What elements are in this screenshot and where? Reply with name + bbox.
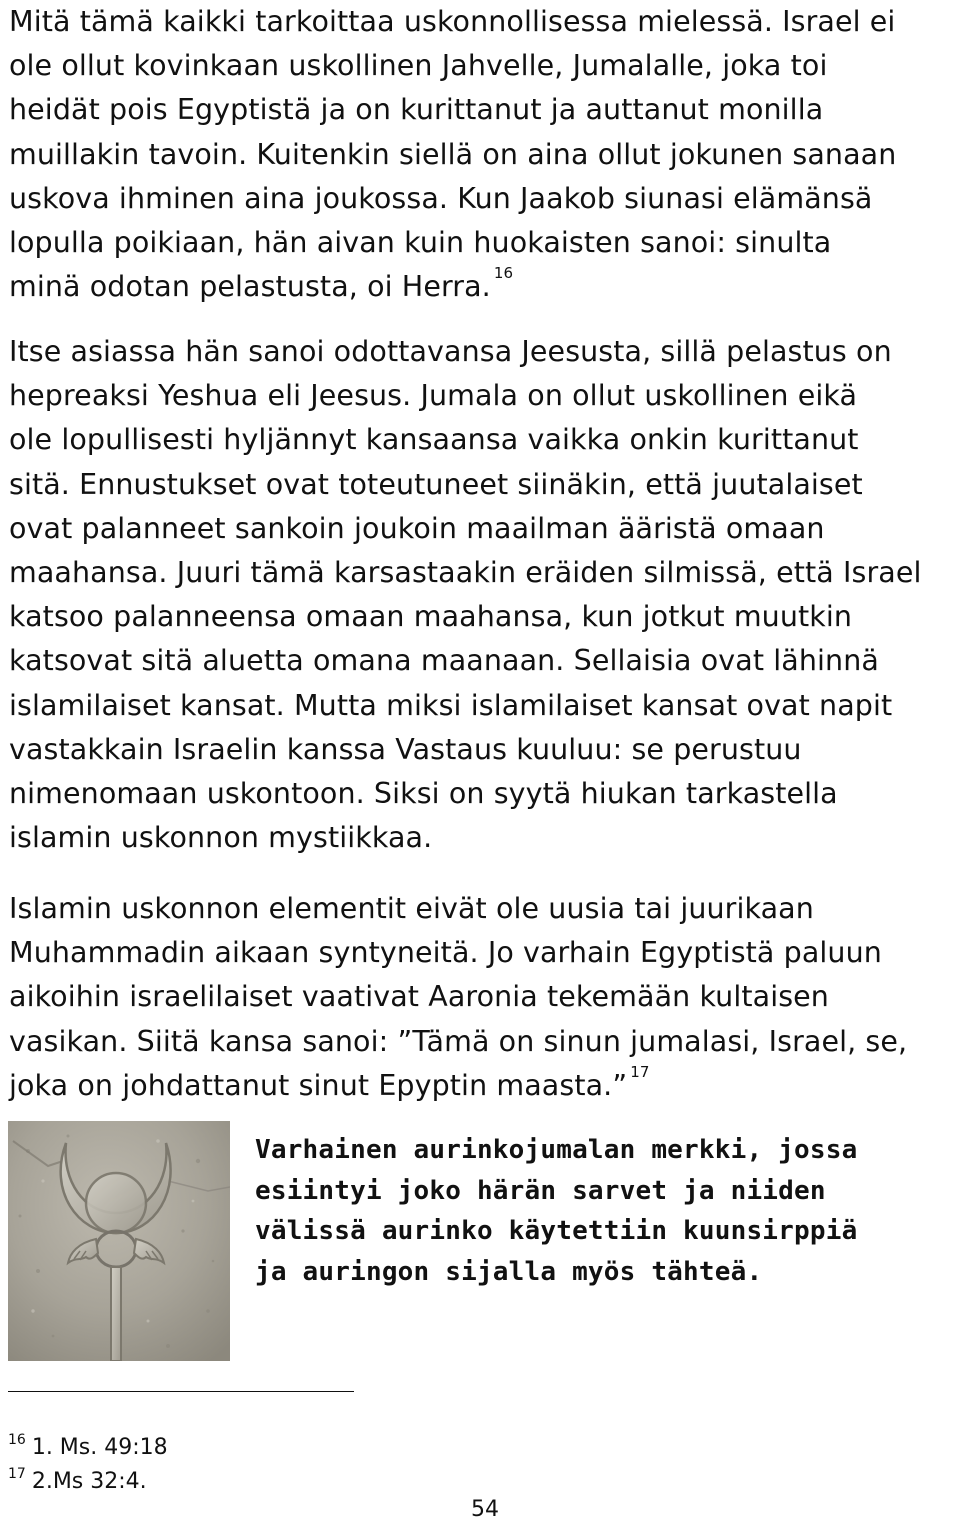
paragraph-3: [9, 887, 954, 1108]
paragraph-line: Mitä tämä kaikki tarkoittaa uskonnollisessa mielessä. Israel ei: [9, 5, 896, 38]
figure-caption: [255, 1130, 955, 1292]
paragraph-line: heidät pois Egyptistä ja on kurittanut ja auttanut monilla: [9, 93, 824, 127]
footnote-17: [8, 1466, 147, 1494]
crescent-sun-symbol-relief-icon: [8, 1121, 230, 1361]
caption-line: ja auringon sijalla myös tähteä.: [255, 1256, 763, 1287]
footnote-reference-17[interactable]: 17: [630, 1062, 650, 1081]
paragraph-line-with-ref: [9, 1064, 954, 1108]
paragraph-line-with-ref: [9, 265, 954, 309]
footnote-reference-16[interactable]: 16: [493, 264, 514, 283]
paragraph-line-text: joka on johdattanut sinut Epyptin maasta.”: [9, 1068, 628, 1102]
footnote-number: 17: [8, 1466, 26, 1482]
paragraph-line: Itse asiassa hän sanoi odottavansa Jeesusta, sillä pelastus on: [9, 335, 892, 368]
paragraph-line: ovat palanneet sankoin joukoin maailman ääristä omaan: [9, 511, 825, 545]
paragraph-line: ole lopullisesti hyljännyt kansaansa vaikka onkin kurittanut: [9, 423, 859, 457]
paragraph-line: ole ollut kovinkaan uskollinen Jahvelle, Jumalalle, joka toi: [9, 49, 828, 83]
footnote-separator: [8, 1391, 354, 1392]
paragraph-line: katsoo palanneensa omaan maahansa, kun jotkut muutkin: [9, 600, 853, 634]
paragraph-line: Islamin uskonnon elementit eivät ole uusia tai juurikaan: [9, 892, 814, 925]
paragraph-line: hepreaksi Yeshua eli Jeesus. Jumala on ollut uskollinen eikä: [9, 379, 858, 413]
paragraph-line: islamilaiset kansat. Mutta miksi islamilaiset kansat ovat napit: [9, 688, 893, 722]
page-number: 54: [471, 1497, 499, 1522]
paragraph-line: aikoihin israelilaiset vaativat Aaronia tekemään kultaisen: [9, 980, 829, 1014]
footnote-text: 2.Ms 32:4.: [31, 1469, 147, 1494]
paragraph-line: vasikan. Siitä kansa sanoi: ”Tämä on sinun jumalasi, Israel, se,: [9, 1024, 908, 1058]
paragraph-line: uskova ihminen aina joukossa. Kun Jaakob siunasi elämänsä: [9, 181, 873, 215]
paragraph-line: vastakkain Israelin kanssa Vastaus kuuluu: se perustuu: [9, 732, 802, 766]
paragraph-1: [9, 0, 954, 309]
paragraph-line: nimenomaan uskontoon. Siksi on syytä hiukan tarkastella: [9, 777, 838, 811]
caption-line: esiintyi joko härän sarvet ja niiden: [255, 1175, 826, 1206]
paragraph-line: Muhammadin aikaan syntyneitä. Jo varhain Egyptistä paluun: [9, 936, 882, 970]
paragraph-line-text: minä odotan pelastusta, oi Herra.: [9, 270, 491, 304]
paragraph-line: sitä. Ennustukset ovat toteutuneet siinäkin, että juutalaiset: [9, 467, 863, 501]
paragraph-line: lopulla poikiaan, hän aivan kuin huokaisten sanoi: sinulta: [9, 226, 832, 260]
footnote-text: 1. Ms. 49:18: [31, 1435, 168, 1460]
paragraph-line: muillakin tavoin. Kuitenkin siellä on aina ollut jokunen sanaan: [9, 137, 897, 171]
paragraph-line: islamin uskonnon mystiikkaa.: [9, 821, 433, 855]
paragraph-line: maahansa. Juuri tämä karsastaakin eräiden silmissä, että Israel: [9, 556, 922, 590]
footnote-number: 16: [8, 1432, 26, 1448]
footnote-16: [8, 1432, 168, 1460]
caption-line: Varhainen aurinkojumalan merkki, jossa: [255, 1135, 858, 1165]
paragraph-line: katsovat sitä aluetta omana maanaan. Sellaisia ovat lähinnä: [9, 644, 879, 678]
paragraph-2: [9, 330, 954, 860]
caption-line: välissä aurinko käytettiin kuunsirppiä: [255, 1216, 858, 1246]
